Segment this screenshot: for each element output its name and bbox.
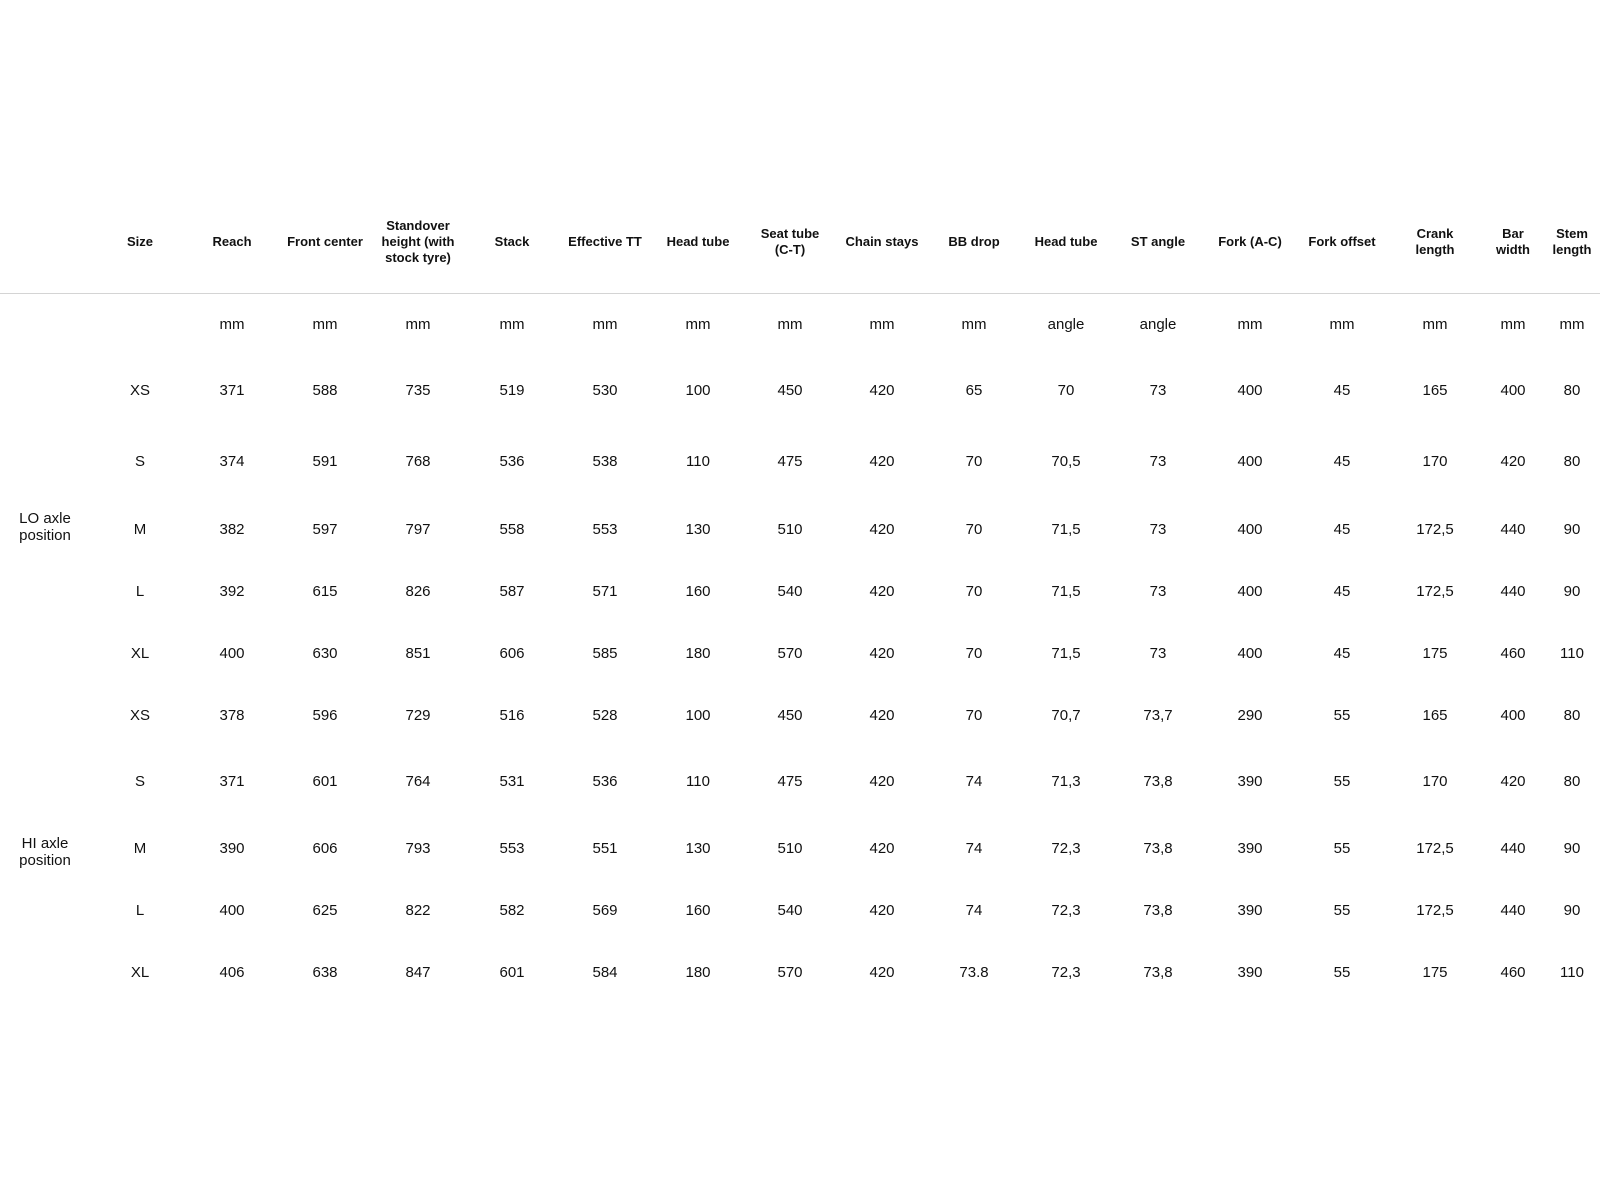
value-cell: 110: [686, 453, 710, 470]
size-cell: L: [135, 902, 145, 919]
value-cell: 290: [1237, 707, 1263, 724]
column-header: Stack: [494, 234, 530, 249]
value-cell: 73,8: [1143, 840, 1173, 857]
value-cell: 73: [1149, 382, 1167, 399]
value-cell: 73,8: [1143, 964, 1173, 981]
size-cell: M: [133, 521, 147, 538]
value-cell: 615: [312, 583, 338, 600]
value-cell: 55: [1333, 840, 1351, 857]
value-cell: 420: [869, 645, 895, 662]
value-cell: 768: [405, 453, 431, 470]
value-cell: 390: [1237, 964, 1263, 981]
value-cell: 460: [1500, 645, 1526, 662]
value-cell: 400: [219, 902, 245, 919]
value-cell: 420: [1500, 453, 1526, 470]
value-cell: 100: [685, 707, 711, 724]
value-cell: 570: [777, 645, 803, 662]
value-cell: 847: [405, 964, 431, 981]
value-cell: 601: [312, 773, 338, 790]
value-cell: 450: [777, 707, 803, 724]
value-cell: 400: [1237, 583, 1263, 600]
value-cell: 570: [777, 964, 803, 981]
value-cell: 70: [965, 645, 983, 662]
value-cell: 382: [219, 521, 245, 538]
value-cell: 400: [1237, 521, 1263, 538]
value-cell: 606: [499, 645, 525, 662]
value-cell: 400: [219, 645, 245, 662]
value-cell: 378: [219, 707, 245, 724]
unit-label: mm: [869, 316, 895, 333]
value-cell: 558: [499, 521, 525, 538]
value-cell: 90: [1563, 583, 1581, 600]
size-cell: XS: [129, 707, 151, 724]
value-cell: 70: [965, 707, 983, 724]
value-cell: 130: [685, 840, 711, 857]
unit-label: mm: [499, 316, 525, 333]
size-cell: M: [133, 840, 147, 857]
value-cell: 390: [1237, 773, 1263, 790]
column-header: Fork offset: [1308, 234, 1376, 249]
unit-label: mm: [1329, 316, 1355, 333]
value-cell: 73: [1149, 521, 1167, 538]
unit-label: mm: [1237, 316, 1263, 333]
value-cell: 73.8: [959, 964, 989, 981]
value-cell: 90: [1563, 840, 1581, 857]
value-cell: 553: [592, 521, 618, 538]
value-cell: 531: [499, 773, 525, 790]
value-cell: 540: [777, 902, 803, 919]
value-cell: 400: [1500, 707, 1526, 724]
value-cell: 74: [965, 902, 983, 919]
value-cell: 74: [965, 840, 983, 857]
value-cell: 420: [869, 583, 895, 600]
unit-label: angle: [1047, 316, 1085, 333]
value-cell: 528: [592, 707, 618, 724]
value-cell: 80: [1563, 773, 1581, 790]
value-cell: 420: [869, 382, 895, 399]
value-cell: 392: [219, 583, 245, 600]
value-cell: 170: [1422, 773, 1448, 790]
value-cell: 400: [1500, 382, 1526, 399]
column-header: Crank length: [1415, 226, 1455, 257]
value-cell: 45: [1333, 521, 1351, 538]
size-cell: XL: [130, 645, 150, 662]
value-cell: 100: [685, 382, 711, 399]
unit-label: mm: [312, 316, 338, 333]
value-cell: 175: [1422, 964, 1448, 981]
value-cell: 90: [1563, 521, 1581, 538]
value-cell: 65: [965, 382, 983, 399]
unit-label: mm: [1500, 316, 1526, 333]
value-cell: 764: [405, 773, 431, 790]
size-cell: XL: [130, 964, 150, 981]
value-cell: 582: [499, 902, 525, 919]
value-cell: 180: [685, 645, 711, 662]
column-header: Front center: [287, 234, 363, 249]
value-cell: 440: [1500, 521, 1526, 538]
value-cell: 71,5: [1051, 521, 1081, 538]
value-cell: 70: [965, 521, 983, 538]
value-cell: 440: [1500, 902, 1526, 919]
value-cell: 72,3: [1051, 840, 1081, 857]
value-cell: 73: [1149, 583, 1167, 600]
value-cell: 510: [777, 840, 803, 857]
unit-label: mm: [405, 316, 431, 333]
value-cell: 625: [312, 902, 338, 919]
value-cell: 400: [1237, 645, 1263, 662]
value-cell: 400: [1237, 453, 1263, 470]
value-cell: 420: [869, 964, 895, 981]
value-cell: 170: [1422, 453, 1448, 470]
value-cell: 45: [1333, 645, 1351, 662]
column-header: Bar width: [1496, 226, 1530, 257]
column-header: Stem length: [1552, 226, 1592, 257]
column-header: ST angle: [1130, 234, 1186, 249]
column-header: Effective TT: [568, 234, 642, 249]
value-cell: 510: [777, 521, 803, 538]
unit-label: mm: [777, 316, 803, 333]
value-cell: 601: [499, 964, 525, 981]
unit-label: mm: [1559, 316, 1585, 333]
value-cell: 797: [405, 521, 431, 538]
value-cell: 71,5: [1051, 583, 1081, 600]
size-cell: S: [134, 773, 146, 790]
value-cell: 73: [1149, 453, 1167, 470]
value-cell: 165: [1422, 382, 1448, 399]
unit-label: mm: [1422, 316, 1448, 333]
value-cell: 390: [1237, 840, 1263, 857]
value-cell: 530: [592, 382, 618, 399]
value-cell: 475: [777, 453, 803, 470]
column-header: Head tube: [666, 234, 730, 249]
value-cell: 569: [592, 902, 618, 919]
unit-label: angle: [1139, 316, 1177, 333]
value-cell: 371: [219, 773, 245, 790]
size-cell: XS: [129, 382, 151, 399]
value-cell: 80: [1563, 382, 1581, 399]
value-cell: 519: [499, 382, 525, 399]
value-cell: 71,3: [1051, 773, 1081, 790]
value-cell: 420: [869, 521, 895, 538]
value-cell: 606: [312, 840, 338, 857]
value-cell: 70: [965, 583, 983, 600]
value-cell: 597: [312, 521, 338, 538]
value-cell: 390: [219, 840, 245, 857]
value-cell: 172,5: [1416, 840, 1454, 857]
column-header: Chain stays: [845, 234, 919, 249]
value-cell: 460: [1500, 964, 1526, 981]
value-cell: 180: [685, 964, 711, 981]
value-cell: 70: [1057, 382, 1075, 399]
value-cell: 110: [1560, 645, 1584, 662]
size-cell: S: [134, 453, 146, 470]
value-cell: 729: [405, 707, 431, 724]
value-cell: 45: [1333, 583, 1351, 600]
value-cell: 420: [869, 902, 895, 919]
value-cell: 851: [405, 645, 431, 662]
value-cell: 536: [592, 773, 618, 790]
value-cell: 110: [686, 773, 710, 790]
group-label: HI axle position: [19, 835, 71, 869]
value-cell: 516: [499, 707, 525, 724]
value-cell: 420: [1500, 773, 1526, 790]
value-cell: 70,5: [1051, 453, 1081, 470]
value-cell: 45: [1333, 453, 1351, 470]
value-cell: 90: [1563, 902, 1581, 919]
value-cell: 55: [1333, 707, 1351, 724]
value-cell: 420: [869, 840, 895, 857]
value-cell: 74: [965, 773, 983, 790]
column-header: Fork (A-C): [1218, 234, 1282, 249]
value-cell: 72,3: [1051, 964, 1081, 981]
value-cell: 475: [777, 773, 803, 790]
size-cell: L: [135, 583, 145, 600]
value-cell: 400: [1237, 382, 1263, 399]
value-cell: 822: [405, 902, 431, 919]
column-header: Reach: [212, 234, 252, 249]
value-cell: 80: [1563, 453, 1581, 470]
value-cell: 406: [219, 964, 245, 981]
header-divider: [0, 293, 1600, 294]
column-header: Size: [126, 234, 154, 249]
value-cell: 587: [499, 583, 525, 600]
value-cell: 70,7: [1051, 707, 1081, 724]
value-cell: 584: [592, 964, 618, 981]
value-cell: 172,5: [1416, 583, 1454, 600]
group-label: LO axle position: [19, 510, 71, 544]
value-cell: 374: [219, 453, 245, 470]
value-cell: 130: [685, 521, 711, 538]
value-cell: 160: [685, 583, 711, 600]
value-cell: 551: [592, 840, 618, 857]
value-cell: 420: [869, 773, 895, 790]
value-cell: 390: [1237, 902, 1263, 919]
value-cell: 420: [869, 453, 895, 470]
value-cell: 165: [1422, 707, 1448, 724]
value-cell: 45: [1333, 382, 1351, 399]
value-cell: 160: [685, 902, 711, 919]
value-cell: 55: [1333, 773, 1351, 790]
value-cell: 596: [312, 707, 338, 724]
value-cell: 80: [1563, 707, 1581, 724]
value-cell: 72,3: [1051, 902, 1081, 919]
value-cell: 638: [312, 964, 338, 981]
value-cell: 73,7: [1143, 707, 1173, 724]
value-cell: 110: [1560, 964, 1584, 981]
column-header: BB drop: [948, 234, 1000, 249]
value-cell: 585: [592, 645, 618, 662]
value-cell: 536: [499, 453, 525, 470]
value-cell: 73: [1149, 645, 1167, 662]
value-cell: 540: [777, 583, 803, 600]
value-cell: 70: [965, 453, 983, 470]
value-cell: 371: [219, 382, 245, 399]
value-cell: 440: [1500, 840, 1526, 857]
value-cell: 630: [312, 645, 338, 662]
value-cell: 55: [1333, 902, 1351, 919]
value-cell: 55: [1333, 964, 1351, 981]
value-cell: 175: [1422, 645, 1448, 662]
unit-label: mm: [961, 316, 987, 333]
value-cell: 172,5: [1416, 521, 1454, 538]
value-cell: 735: [405, 382, 431, 399]
value-cell: 826: [405, 583, 431, 600]
value-cell: 440: [1500, 583, 1526, 600]
value-cell: 588: [312, 382, 338, 399]
value-cell: 591: [312, 453, 338, 470]
unit-label: mm: [219, 316, 245, 333]
value-cell: 793: [405, 840, 431, 857]
value-cell: 420: [869, 707, 895, 724]
value-cell: 538: [592, 453, 618, 470]
value-cell: 73,8: [1143, 773, 1173, 790]
column-header: Seat tube (C-T): [760, 226, 820, 257]
value-cell: 73,8: [1143, 902, 1173, 919]
unit-label: mm: [592, 316, 618, 333]
unit-label: mm: [685, 316, 711, 333]
value-cell: 172,5: [1416, 902, 1454, 919]
value-cell: 71,5: [1051, 645, 1081, 662]
value-cell: 553: [499, 840, 525, 857]
column-header: Standover height (with stock tyre): [381, 218, 455, 265]
value-cell: 571: [592, 583, 618, 600]
column-header: Head tube: [1034, 234, 1098, 249]
value-cell: 450: [777, 382, 803, 399]
